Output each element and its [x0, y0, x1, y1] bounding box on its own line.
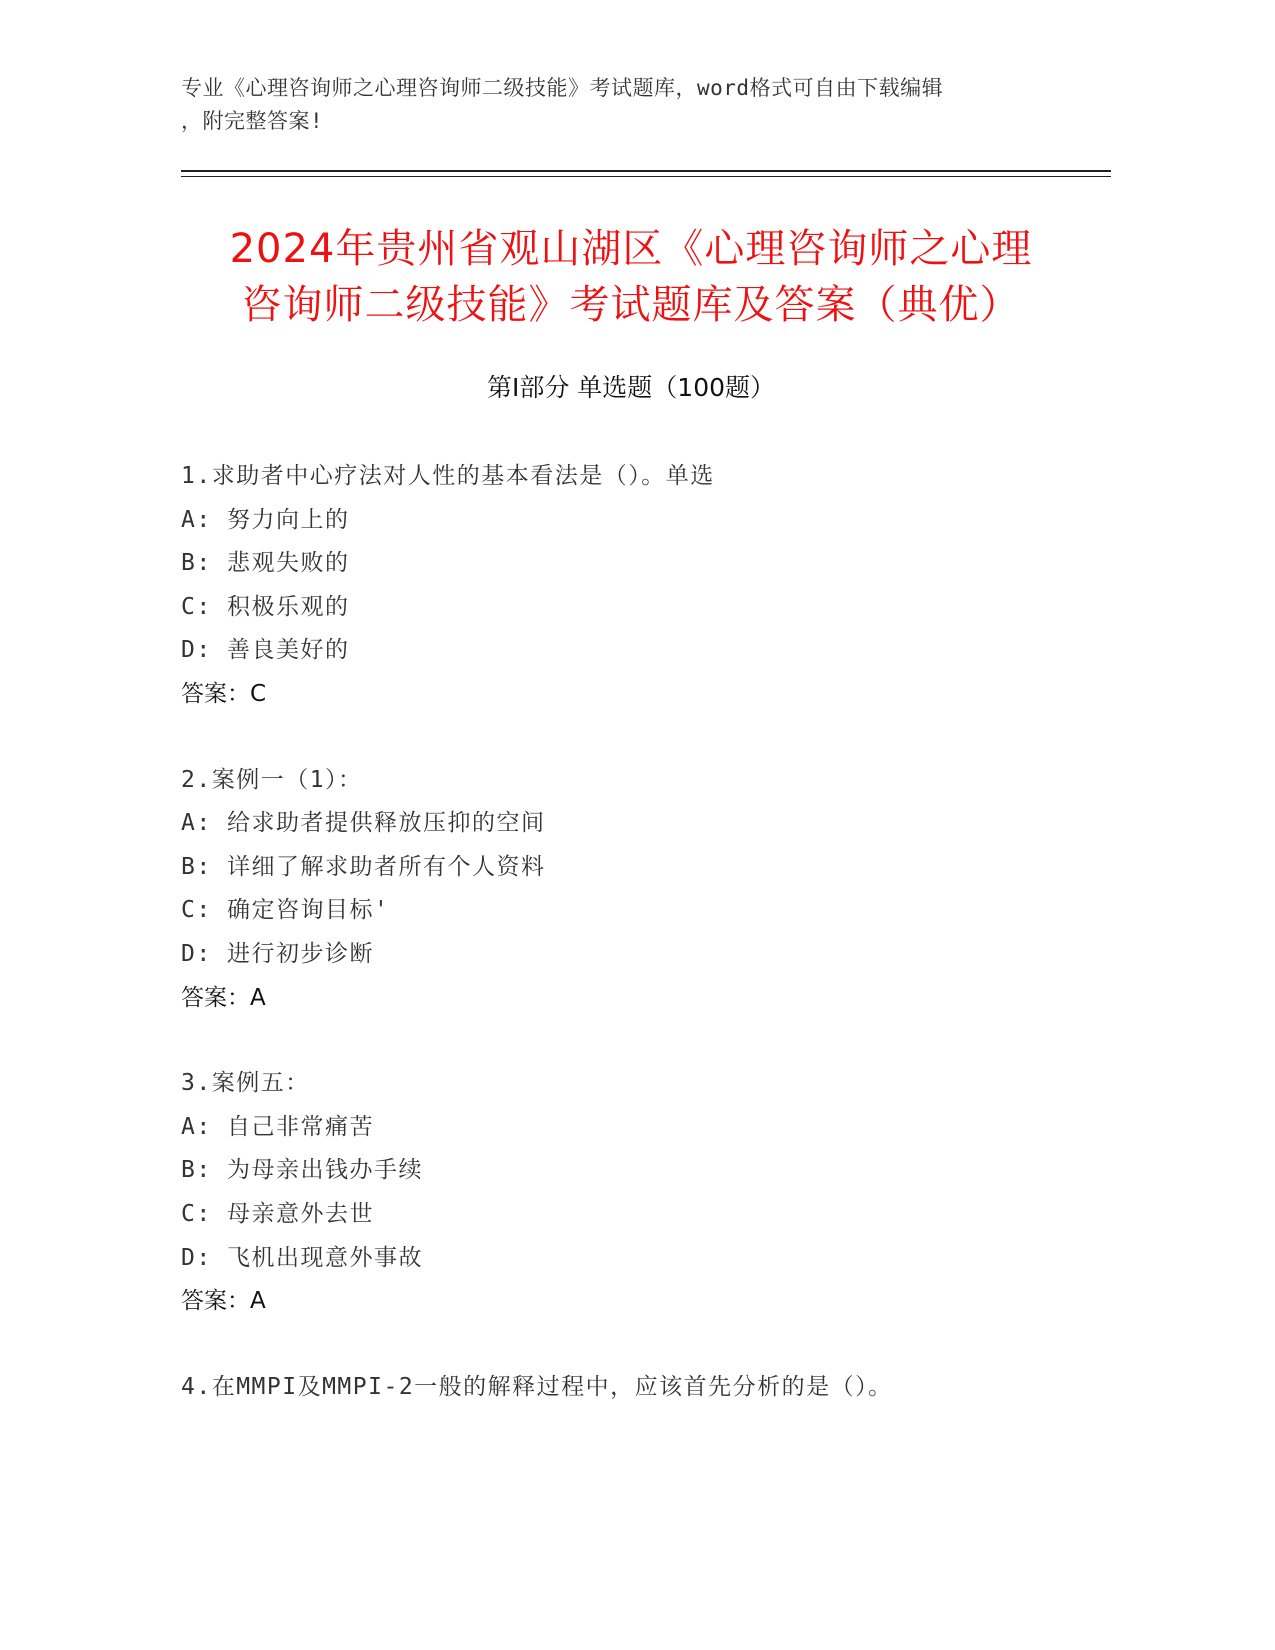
option-c: C: 积极乐观的 — [181, 593, 350, 620]
header-rule-thin — [181, 176, 1111, 177]
option-a: A: 自己非常痛苦 — [181, 1113, 375, 1140]
option-c: C: 母亲意外去世 — [181, 1200, 375, 1227]
section-heading: 第Ⅰ部分 单选题（100题） — [486, 373, 776, 402]
question-1 — [181, 455, 1101, 717]
header-note-line-1: 专业《心理咨询师之心理咨询师二级技能》考试题库，word格式可自由下载编辑 — [181, 76, 944, 100]
question-2 — [181, 759, 1101, 1021]
question-4 — [181, 1366, 1101, 1410]
document-title-line-1: 2024年贵州省观山湖区《心理咨询师之心理 — [229, 226, 1033, 272]
option-a: A: 努力向上的 — [181, 506, 350, 533]
header-note-line-2: ，附完整答案! — [181, 109, 324, 133]
header-note — [181, 72, 1061, 138]
answer-line: 答案：C — [181, 680, 267, 707]
question-stem: 2.案例一（1）： — [181, 766, 363, 793]
answer-line: 答案：A — [181, 1288, 266, 1315]
option-c: C: 确定咨询目标' — [181, 897, 390, 924]
option-d: D: 飞机出现意外事故 — [181, 1244, 424, 1271]
option-d: D: 进行初步诊断 — [181, 940, 375, 967]
document-title-line-2: 咨询师二级技能》考试题库及答案（典优） — [241, 282, 1021, 328]
answer-line: 答案：A — [181, 984, 266, 1011]
option-b: B: 悲观失败的 — [181, 550, 350, 577]
header-rule-thick — [181, 170, 1111, 172]
option-a: A: 给求助者提供释放压抑的空间 — [181, 810, 546, 837]
question-stem: 4.在MMPI及MMPI-2一般的解释过程中，应该首先分析的是（）。 — [181, 1373, 893, 1400]
option-d: D: 善良美好的 — [181, 637, 350, 664]
option-b: B: 详细了解求助者所有个人资料 — [181, 853, 546, 880]
document-title — [181, 221, 1081, 333]
question-stem: 1.求助者中心疗法对人性的基本看法是（）。单选 — [181, 463, 715, 489]
question-3 — [181, 1062, 1101, 1324]
question-list — [181, 455, 1101, 1451]
option-b: B: 为母亲出钱办手续 — [181, 1157, 424, 1184]
question-stem: 3.案例五： — [181, 1070, 310, 1097]
